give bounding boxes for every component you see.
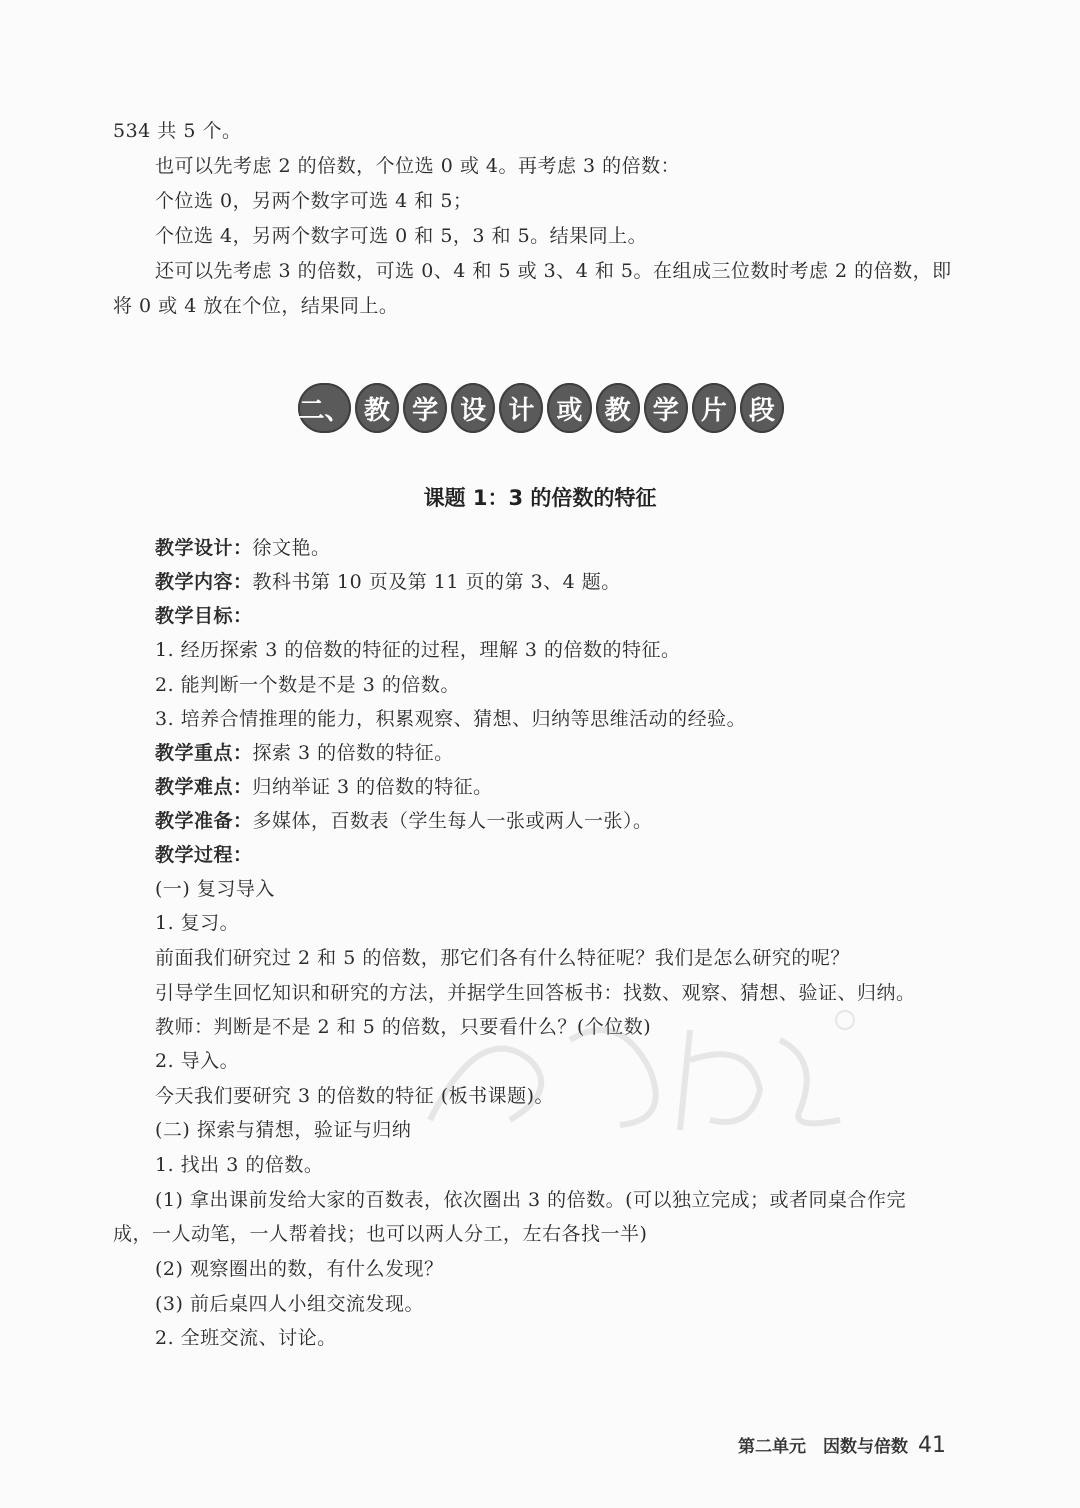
process-line: 引导学生回忆知识和研究的方法，并据学生回答板书：找数、观察、猜想、验证、归纳。 [155, 982, 916, 1004]
key-label: 教学重点： [155, 742, 253, 764]
section-heading-char: 学 [644, 383, 688, 433]
designer-label: 教学设计： [155, 537, 253, 559]
process-line: 1. 找出 3 的倍数。 [155, 1154, 324, 1176]
difficulty-value: 归纳举证 3 的倍数的特征。 [252, 776, 493, 798]
page-number: 41 [918, 1433, 946, 1458]
text-line: 还可以先考虑 3 的倍数，可选 0、4 和 5 或 3、4 和 5。在组成三位数时考虑 2 的倍数，即 [155, 260, 952, 282]
section-heading-char: 片 [692, 383, 736, 433]
section-heading-char: 教 [596, 383, 640, 433]
process-line: (1) 拿出课前发给大家的百数表，依次圈出 3 的倍数。(可以独立完成；或者同桌合作完 [155, 1189, 907, 1211]
watermark-logo [420, 1000, 860, 1140]
process-line: 前面我们研究过 2 和 5 的倍数，那它们各有什么特征呢？我们是怎么研究的呢？ [155, 947, 850, 969]
section-heading-char: 教 [355, 383, 399, 433]
key-line [155, 740, 454, 766]
content-label: 教学内容： [155, 571, 253, 593]
goal-item: 3. 培养合情推理的能力，积累观察、猜想、归纳等思维活动的经验。 [155, 708, 747, 730]
text-line: 个位选 0，另两个数字可选 4 和 5； [155, 190, 473, 212]
designer-line [155, 535, 331, 561]
section-heading-char: 或 [547, 383, 591, 433]
process-line: (3) 前后桌四人小组交流发现。 [155, 1293, 424, 1315]
section-heading-char: 设 [451, 383, 495, 433]
page-footer [738, 1432, 946, 1458]
process-line: 成，一人动笔，一人帮着找；也可以两人分工，左右各找一半) [113, 1223, 648, 1245]
section-heading-char: 计 [499, 383, 543, 433]
section-heading-char: 段 [740, 383, 784, 433]
process-line: 2. 导入。 [155, 1050, 240, 1072]
process-line: (二) 探索与猜想，验证与归纳 [155, 1119, 412, 1141]
process-line: (2) 观察圈出的数，有什么发现？ [155, 1258, 444, 1280]
process-label: 教学过程： [155, 844, 253, 866]
text-line: 也可以先考虑 2 的倍数，个位选 0 或 4。再考虑 3 的倍数： [155, 155, 681, 177]
section-heading-char: 二、 [298, 383, 351, 433]
section-heading [298, 382, 788, 434]
text-line: 将 0 或 4 放在个位，结果同上。 [113, 295, 399, 317]
lesson-title: 课题 1：3 的倍数的特征 [423, 486, 657, 510]
section-heading-char: 学 [403, 383, 447, 433]
goal-item: 1. 经历探索 3 的倍数的特征的过程，理解 3 的倍数的特征。 [155, 639, 681, 661]
designer-value: 徐文艳。 [252, 537, 331, 559]
unit-title: 第二单元 因数与倍数 [738, 1437, 908, 1457]
goal-item: 2. 能判断一个数是不是 3 的倍数。 [155, 674, 460, 696]
process-line: 1. 复习。 [155, 912, 240, 934]
key-value: 探索 3 的倍数的特征。 [252, 742, 454, 764]
process-line: 今天我们要研究 3 的倍数的特征 (板书课题)。 [155, 1085, 555, 1107]
text-line: 个位选 4，另两个数字可选 0 和 5，3 和 5。结果同上。 [155, 225, 648, 247]
goals-label: 教学目标： [155, 605, 253, 627]
prep-value: 多媒体，百数表（学生每人一张或两人一张）。 [252, 810, 653, 832]
process-line: (一) 复习导入 [155, 878, 275, 900]
content-line [155, 569, 621, 595]
prep-label: 教学准备： [155, 810, 253, 832]
difficulty-label: 教学难点： [155, 776, 253, 798]
difficulty-line [155, 774, 493, 800]
process-line: 教师：判断是不是 2 和 5 的倍数，只要看什么？(个位数) [155, 1016, 652, 1038]
text-line: 534 共 5 个。 [113, 120, 242, 142]
content-value: 教科书第 10 页及第 11 页的第 3、4 题。 [252, 571, 621, 593]
process-line: 2. 全班交流、讨论。 [155, 1327, 337, 1349]
prep-line [155, 808, 653, 834]
